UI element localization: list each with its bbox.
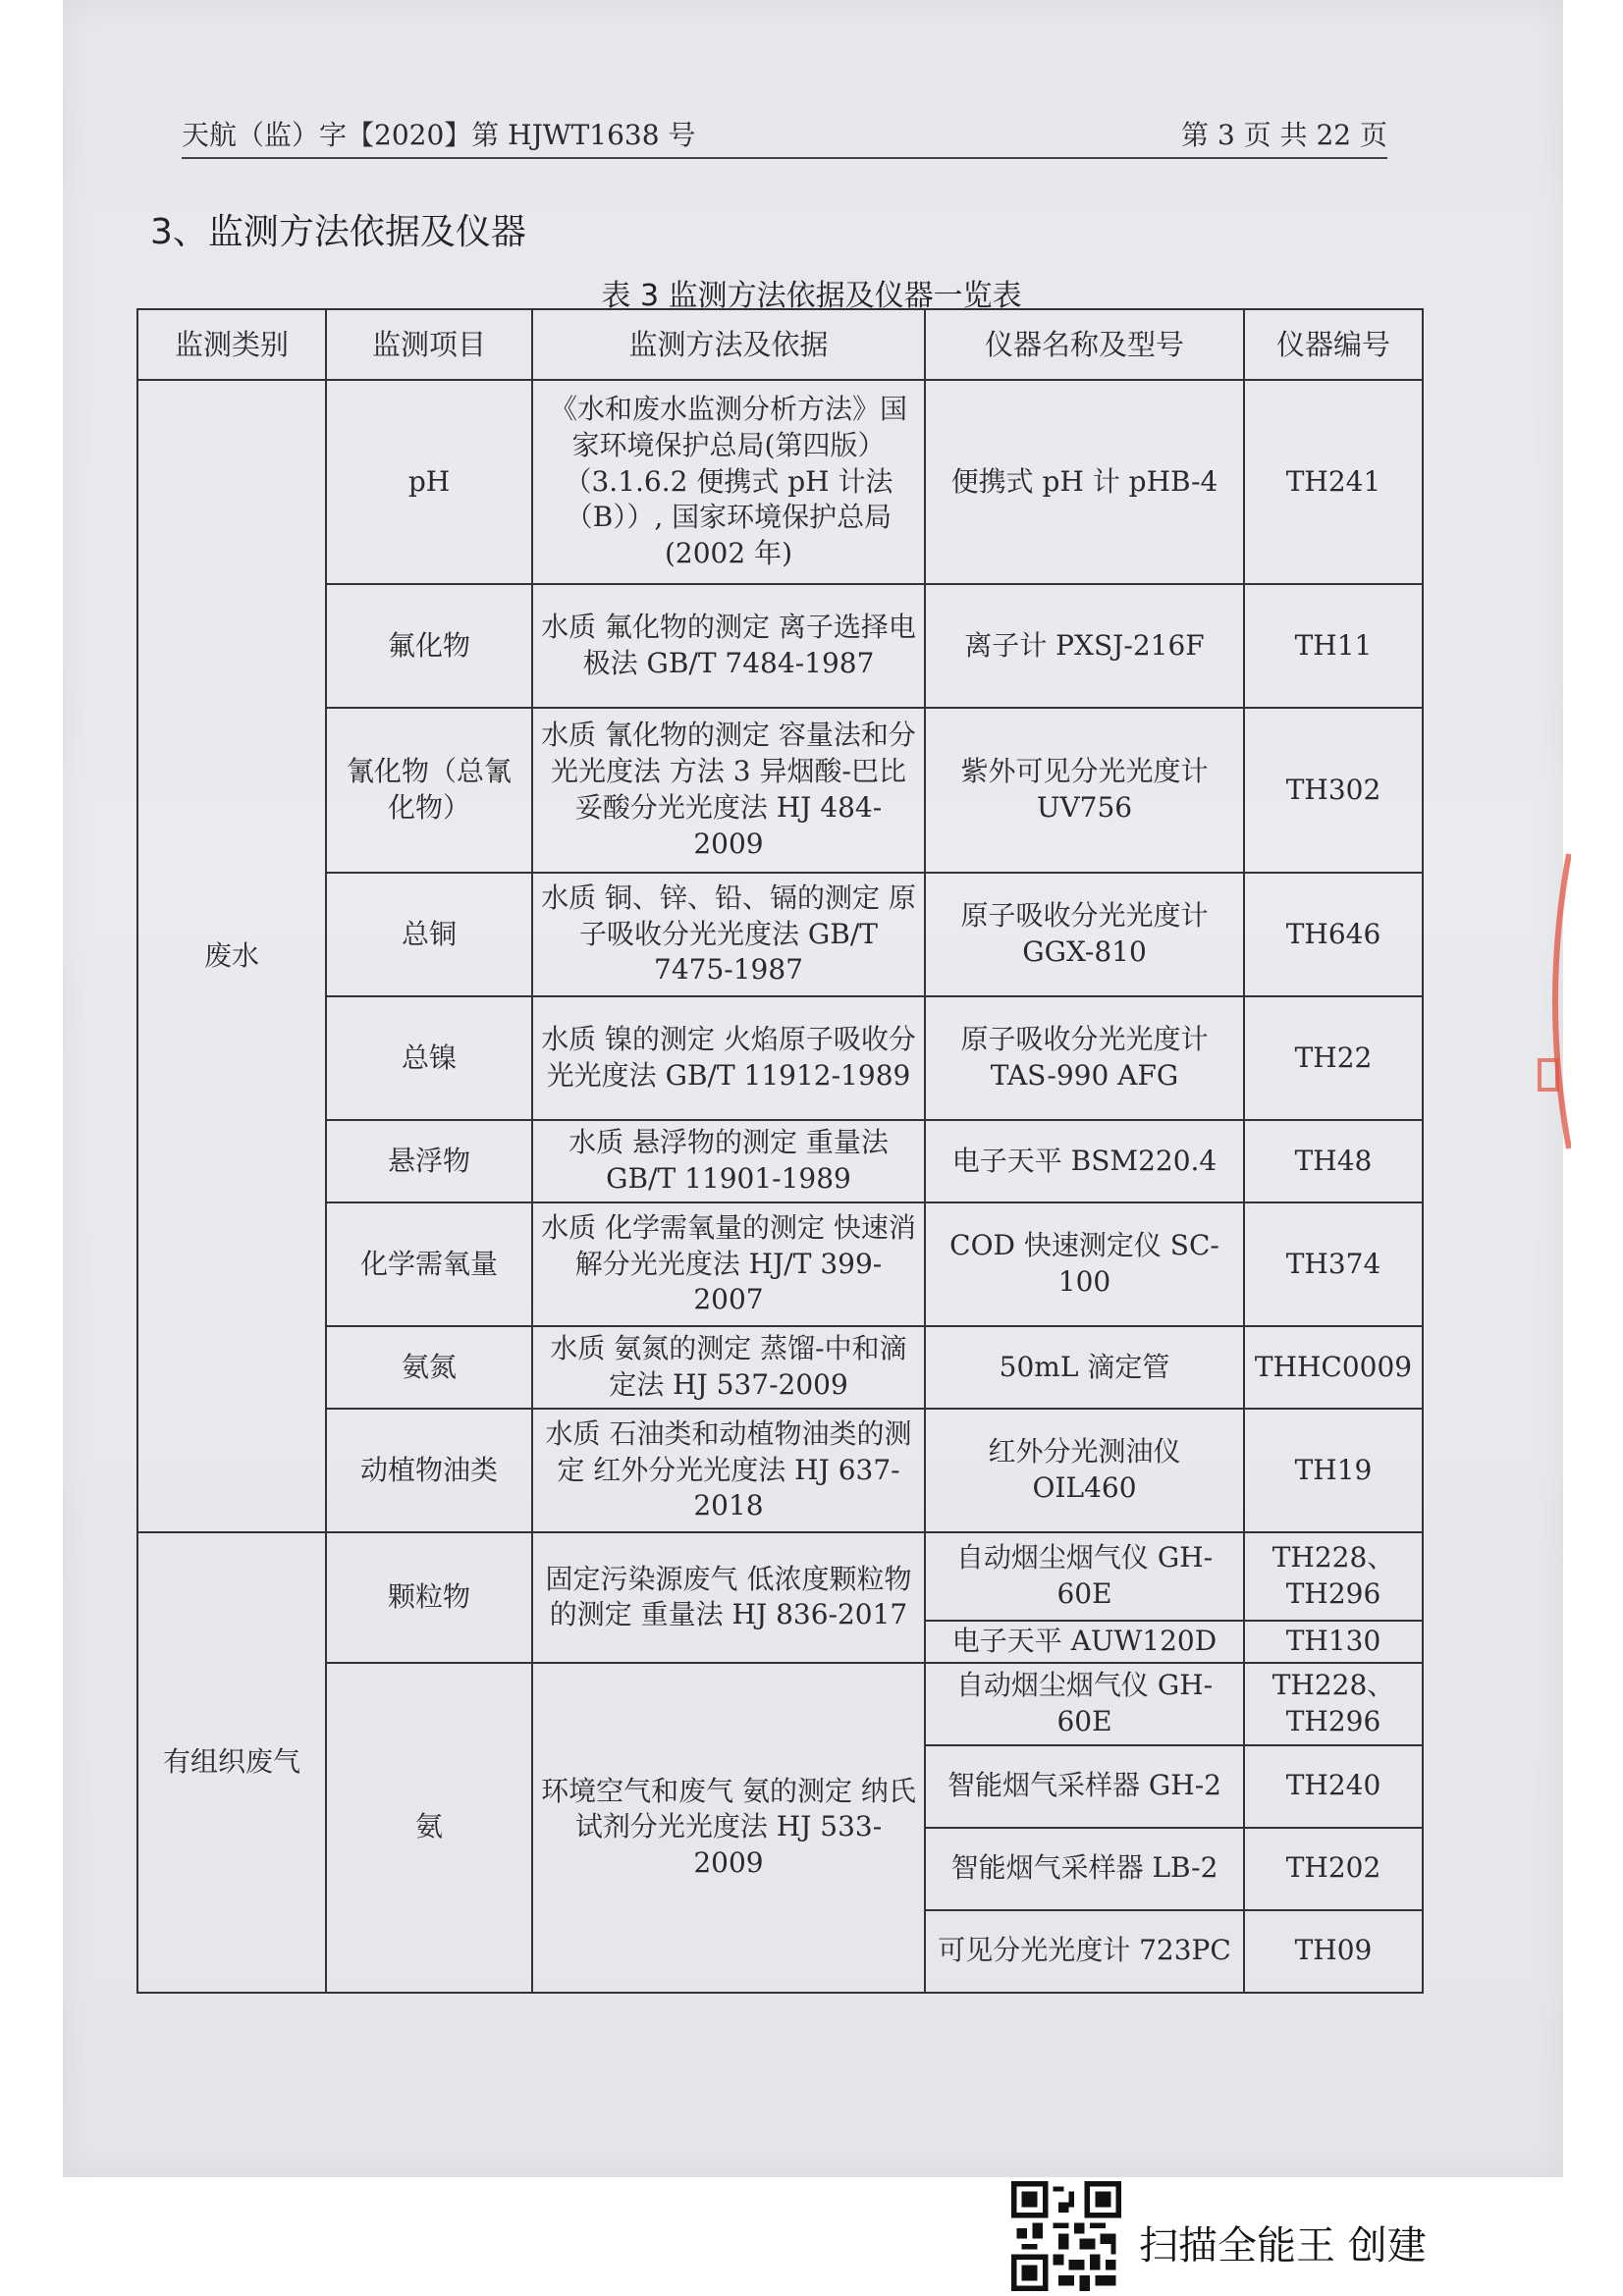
item-cell: pH — [326, 380, 532, 584]
method-cell: 水质 石油类和动植物油类的测定 红外分光光度法 HJ 637-2018 — [532, 1409, 925, 1532]
column-header: 监测方法及依据 — [532, 309, 925, 380]
item-cell: 动植物油类 — [326, 1409, 532, 1532]
item-cell: 总镍 — [326, 996, 532, 1120]
code-cell: TH302 — [1244, 708, 1423, 873]
table-caption: 表 3 监测方法依据及仪器一览表 — [601, 279, 1022, 313]
column-header: 监测项目 — [326, 309, 532, 380]
instrument-cell: 电子天平 AUW120D — [925, 1621, 1244, 1663]
code-cell: TH130 — [1244, 1621, 1423, 1663]
method-cell: 水质 镍的测定 火焰原子吸收分光光度法 GB/T 11912-1989 — [532, 996, 925, 1120]
code-cell: TH09 — [1244, 1910, 1423, 1993]
table-row — [137, 1532, 1423, 1621]
instrument-cell: 紫外可见分光光度计 UV756 — [925, 708, 1244, 873]
monitoring-methods-table — [136, 308, 1424, 1994]
code-cell: TH228、TH296 — [1244, 1532, 1423, 1621]
column-header: 监测类别 — [137, 309, 326, 380]
code-cell: TH241 — [1244, 380, 1423, 584]
method-cell: 水质 铜、锌、铅、镉的测定 原子吸收分光光度法 GB/T 7475-1987 — [532, 873, 925, 996]
item-cell: 总铜 — [326, 873, 532, 996]
item-cell: 化学需氧量 — [326, 1202, 532, 1326]
table-row — [137, 380, 1423, 584]
table-row — [137, 996, 1423, 1120]
section-title: 3、监测方法依据及仪器 — [150, 212, 526, 252]
item-cell: 氨 — [326, 1663, 532, 1993]
table-header-row — [137, 309, 1423, 380]
instrument-cell: 原子吸收分光光度计 GGX-810 — [925, 873, 1244, 996]
doc-number: 天航（监）字【2020】第 HJWT1638 号 — [182, 119, 696, 151]
item-cell: 颗粒物 — [326, 1532, 532, 1663]
method-cell: 水质 氰化物的测定 容量法和分光光度法 方法 3 异烟酸-巴比妥酸分光光度法 HJ 484-2009 — [532, 708, 925, 873]
code-cell: TH22 — [1244, 996, 1423, 1120]
instrument-cell: 自动烟尘烟气仪 GH-60E — [925, 1532, 1244, 1621]
table-row — [137, 584, 1423, 708]
code-cell: TH48 — [1244, 1120, 1423, 1202]
column-header: 仪器编号 — [1244, 309, 1423, 380]
table-row — [137, 1326, 1423, 1409]
table-row — [137, 1120, 1423, 1202]
table-row — [137, 873, 1423, 996]
code-cell: TH646 — [1244, 873, 1423, 996]
method-cell: 水质 化学需氧量的测定 快速消解分光光度法 HJ/T 399-2007 — [532, 1202, 925, 1326]
qr-code-icon — [1011, 2181, 1121, 2291]
instrument-cell: 红外分光测油仪 OIL460 — [925, 1409, 1244, 1532]
stamp-fragment-icon — [1532, 844, 1571, 1158]
instrument-cell: 原子吸收分光光度计 TAS-990 AFG — [925, 996, 1244, 1120]
table-row — [137, 1409, 1423, 1532]
table-row — [137, 1663, 1423, 1745]
instrument-cell: 50mL 滴定管 — [925, 1326, 1244, 1409]
category-cell: 有组织废气 — [137, 1532, 326, 1993]
instrument-cell: 离子计 PXSJ-216F — [925, 584, 1244, 708]
table-row — [137, 1202, 1423, 1326]
footer-brand: 扫描全能王 创建 — [1139, 2223, 1427, 2269]
method-cell: 水质 氟化物的测定 离子选择电极法 GB/T 7484-1987 — [532, 584, 925, 708]
instrument-cell: 便携式 pH 计 pHB-4 — [925, 380, 1244, 584]
code-cell: TH228、TH296 — [1244, 1663, 1423, 1745]
instrument-cell: 智能烟气采样器 LB-2 — [925, 1828, 1244, 1910]
code-cell: TH374 — [1244, 1202, 1423, 1326]
method-cell: 固定污染源废气 低浓度颗粒物的测定 重量法 HJ 836-2017 — [532, 1532, 925, 1663]
method-cell: 水质 氨氮的测定 蒸馏-中和滴定法 HJ 537-2009 — [532, 1326, 925, 1409]
method-cell: 水质 悬浮物的测定 重量法 GB/T 11901-1989 — [532, 1120, 925, 1202]
item-cell: 氰化物（总氰化物） — [326, 708, 532, 873]
code-cell: TH19 — [1244, 1409, 1423, 1532]
code-cell: THHC0009 — [1244, 1326, 1423, 1409]
code-cell: TH240 — [1244, 1745, 1423, 1828]
instrument-cell: 可见分光光度计 723PC — [925, 1910, 1244, 1993]
item-cell: 氨氮 — [326, 1326, 532, 1409]
method-cell: 环境空气和废气 氨的测定 纳氏试剂分光光度法 HJ 533-2009 — [532, 1663, 925, 1993]
instrument-cell: 智能烟气采样器 GH-2 — [925, 1745, 1244, 1828]
instrument-cell: 自动烟尘烟气仪 GH-60E — [925, 1663, 1244, 1745]
category-cell: 废水 — [137, 380, 326, 1532]
column-header: 仪器名称及型号 — [925, 309, 1244, 380]
code-cell: TH11 — [1244, 584, 1423, 708]
page-info: 第 3 页 共 22 页 — [1181, 119, 1387, 151]
instrument-cell: COD 快速测定仪 SC-100 — [925, 1202, 1244, 1326]
code-cell: TH202 — [1244, 1828, 1423, 1910]
table-row — [137, 708, 1423, 873]
method-cell: 《水和废水监测分析方法》国家环境保护总局(第四版）（3.1.6.2 便携式 pH 计法（B））, 国家环境保护总局(2002 年) — [532, 380, 925, 584]
item-cell: 氟化物 — [326, 584, 532, 708]
item-cell: 悬浮物 — [326, 1120, 532, 1202]
page-header — [182, 110, 1387, 159]
instrument-cell: 电子天平 BSM220.4 — [925, 1120, 1244, 1202]
